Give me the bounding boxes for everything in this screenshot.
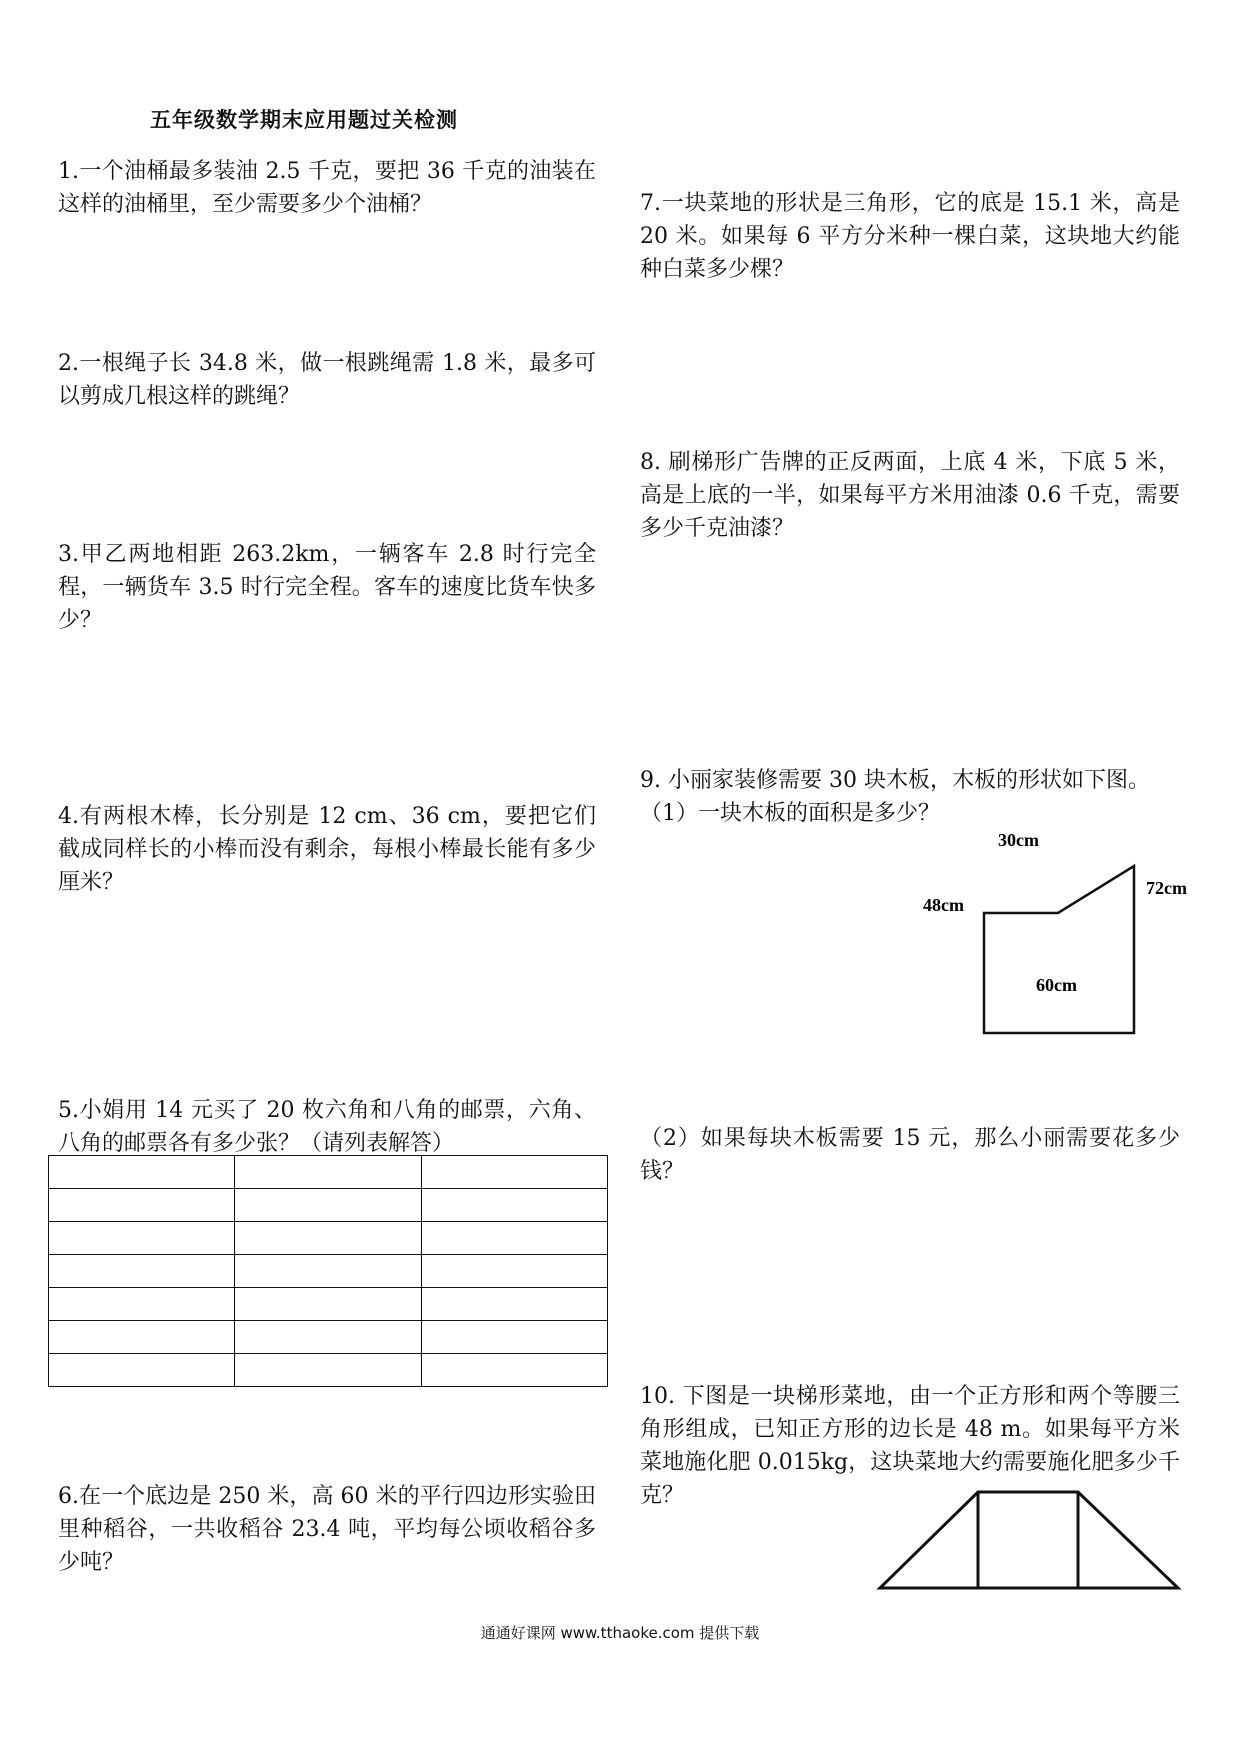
- question-8: 8. 刷梯形广告牌的正反两面，上底 4 米，下底 5 米，高是上底的一半，如果每平方米用油漆 0.6 千克，需要多少千克油漆？: [640, 450, 1180, 541]
- footer-source: 通通好课网 www.tthaoke.com 提供下载: [480, 1624, 760, 1642]
- question-2: 2.一根绳子长 34.8 米，做一根跳绳需 1.8 米，最多可以剪成几根这样的跳绳？: [58, 351, 596, 409]
- label-left-48cm: 48cm: [923, 895, 964, 915]
- question-7: 7.一块菜地的形状是三角形，它的底是 15.1 米，高是 20 米。如果每 6 平方分米种一棵白菜，这块地大约能种白菜多少棵？: [640, 191, 1180, 282]
- question-4: 4.有两根木棒，长分别是 12 cm、36 cm，要把它们截成同样长的小棒而没有剩余，每根小棒最长能有多少厘米？: [58, 804, 596, 895]
- page-title: 五年级数学期末应用题过关检测: [150, 108, 458, 132]
- label-top-30cm: 30cm: [998, 830, 1039, 850]
- question-3: 3.甲乙两地相距 263.2km，一辆客车 2.8 时行完全程，一辆货车 3.5 时行完全程。客车的速度比货车快多少？: [58, 542, 596, 633]
- question-5: 5.小娟用 14 元买了 20 枚六角和八角的邮票，六角、八角的邮票各有多少张？（请列表解答）: [58, 1098, 596, 1156]
- question-9-part-1: （1）一块木板的面积是多少？: [640, 801, 940, 826]
- question-1: 1.一个油桶最多装油 2.5 千克，要把 36 千克的油装在这样的油桶里，至少需要多少个油桶？: [58, 159, 596, 217]
- question-9-part-2: （2）如果每块木板需要 15 元，那么小丽需要花多少钱？: [640, 1126, 1180, 1184]
- label-bottom-60cm: 60cm: [1036, 975, 1077, 995]
- label-right-72cm: 72cm: [1146, 878, 1187, 898]
- question-6: 6.在一个底边是 250 米，高 60 米的平行四边形实验田里种稻谷，一共收稻谷 23.4 吨，平均每公顷收稻谷多少吨？: [58, 1484, 596, 1575]
- trapezoid-outline: [880, 1492, 1178, 1588]
- question-9-intro: 9. 小丽家装修需要 30 块木板，木板的形状如下图。: [640, 768, 1150, 793]
- question-10: 10. 下图是一块梯形菜地，由一个正方形和两个等腰三角形组成，已知正方形的边长是 48 m。如果每平方米菜地施化肥 0.015kg，这块菜地大约需要施化肥多少千克？: [640, 1384, 1180, 1508]
